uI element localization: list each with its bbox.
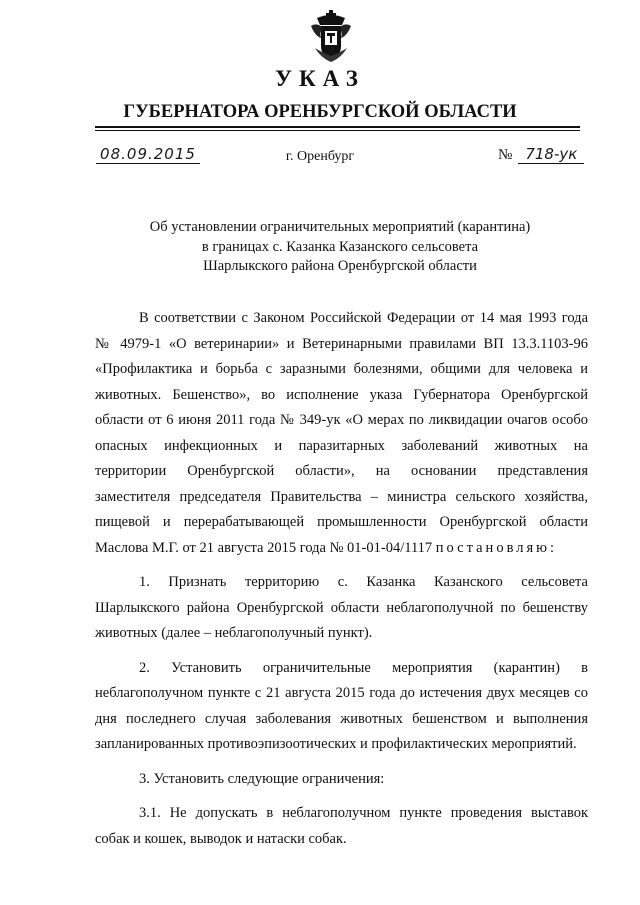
subject-line: Шарлыкского района Оренбургской области — [203, 258, 477, 274]
coat-of-arms-emblem — [309, 8, 353, 64]
preamble-line: заместителя председателя Правительства – министра сельского хозяйства, — [95, 488, 588, 505]
header-rule-thin — [95, 130, 580, 131]
decree-subject — [0, 218, 640, 277]
preamble-line: № 4979-1 «О ветеринарии» и Ветеринарными правилами ВП 13.3.1103-96 — [95, 335, 588, 352]
preamble-line: территории Оренбургской области», на основании представления — [95, 463, 588, 479]
item-3-1-line: 3.1. Не допускать в неблагополучном пункте проведения выставок — [139, 805, 588, 821]
item-3-1-line: собак и кошек, выводок и натаски собак. — [95, 830, 347, 847]
number-sign: № — [498, 147, 513, 163]
decree-number-block — [498, 145, 584, 164]
header-rule-thick — [95, 126, 580, 128]
document-issuer: ГУБЕРНАТОРА ОРЕНБУРГСКОЙ ОБЛАСТИ — [123, 102, 517, 122]
subject-line: в границах с. Казанка Казанского сельсовета — [201, 238, 479, 255]
item-1-line: 1. Признать территорию с. Казанка Казанского сельсовета — [139, 574, 588, 590]
preamble-line: пищевой и перерабатывающей промышленности Оренбургской области — [95, 514, 588, 530]
decree-body — [95, 306, 588, 852]
preamble-line: области от 6 июня 2011 года № 349-ук «О мерах по ликвидации очагов особо — [95, 412, 588, 428]
preamble-line: опасных инфекционных и паразитарных заболеваний животных на — [95, 437, 588, 454]
item-2-line: дня последнего случая заболевания животных бешенством и выполнения — [95, 710, 588, 727]
item-2-line: неблагополучном пункте с 21 августа 2015 года до истечения двух месяцев со — [95, 685, 588, 701]
preamble-line: «Профилактика и борьба с заразными болезнями, общими для человека и — [95, 361, 588, 377]
subject-line: Об установлении ограничительных мероприятий (карантина) — [149, 219, 531, 235]
preamble-last-text: Маслова М.Г. от 21 августа 2015 года № 01-01-04/1117 — [95, 539, 433, 556]
item-1-line: Шарлыкского района Оренбургской области неблагополучной по бешенству — [95, 599, 588, 616]
decree-number: 718-ук — [518, 145, 584, 164]
preamble-last-line — [95, 536, 588, 562]
document-title: УКАЗ — [275, 66, 365, 91]
preamble-line: животных. Бешенство», во исполнение указа Губернатора Оренбургской — [95, 386, 588, 403]
decree-date: 08.09.2015 — [96, 145, 200, 164]
item-2-line: запланированных противоэпизоотических и профилактических мероприятий. — [95, 736, 577, 752]
item-1-line: животных (далее – неблагополучный пункт). — [95, 625, 373, 641]
preamble-line: В соответствии с Законом Российской Федерации от 14 мая 1993 года — [139, 310, 588, 326]
item-2-line: 2. Установить ограничительные мероприятия (карантин) в — [139, 659, 588, 676]
decree-city: г. Оренбург — [285, 149, 355, 164]
decree-word: постановляю: — [435, 539, 557, 556]
item-3-line: 3. Установить следующие ограничения: — [139, 770, 385, 787]
